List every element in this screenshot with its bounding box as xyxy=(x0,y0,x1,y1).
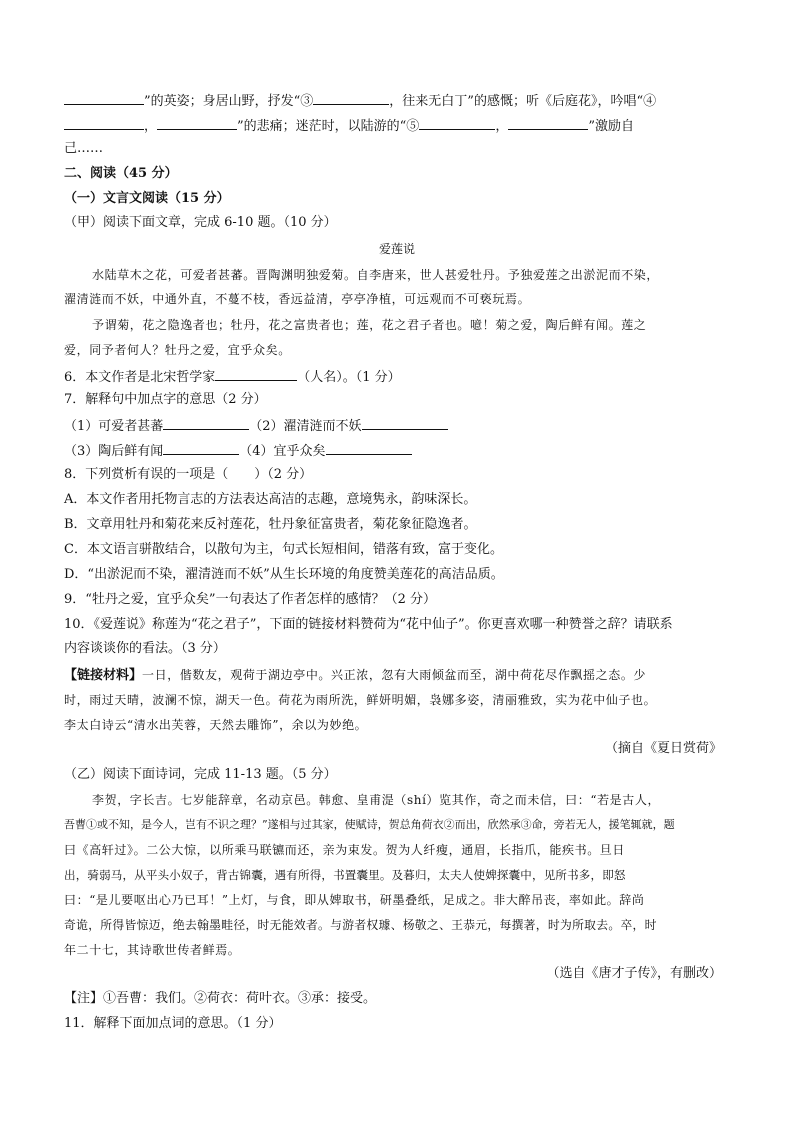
poem-recall-line-2: ， ”的悲痛；迷茫时，以陆游的“⑤ ， ”激励自 xyxy=(64,116,634,136)
question-6: 6．本文作者是北宋哲学家 （人名）。（1 分） xyxy=(64,367,401,387)
question-7-items-row-2: （3）陶后鲜有闻 （4）宜乎众矣 xyxy=(64,441,412,461)
poem-recall-line-3: 己…… xyxy=(64,141,104,156)
passage-line: 濯清涟而不妖，中通外直，不蔓不枝，香远益清，亭亭净植，可远观而不可亵玩焉。 xyxy=(64,292,531,306)
answer-blank[interactable] xyxy=(163,441,239,455)
option-c: C．本文语言骈散结合，以散句为主，句式长短相间，错落有致，富于变化。 xyxy=(64,542,503,557)
option-a: A．本文作者用托物言志的方法表达高洁的志趣，意境隽永，韵味深长。 xyxy=(64,492,477,507)
link-material-line-1: 【链接材料】一日，偕数友，观荷于湖边亭中。兴正浓，忽有大雨倾盆而至，湖中荷花尽作飘摇之态。少 xyxy=(64,668,647,683)
link-material-line-2: 时，雨过天晴，波澜不惊，湖天一色。荷花为雨所洗，鲜妍明媚，袅娜多姿，清丽雅致，实为花中仙子也。 xyxy=(64,693,657,707)
answer-blank[interactable] xyxy=(313,91,389,105)
answer-blank[interactable] xyxy=(64,91,144,105)
passage-line: 予谓菊，花之隐逸者也；牡丹，花之富贵者也；莲，花之君子者也。噫！菊之爱，陶后鲜有闻。莲之 xyxy=(92,318,647,332)
question-7-items-row-1: （1）可爱者甚蕃 （2）濯清涟而不妖 xyxy=(64,416,448,436)
passage-line: 李贺，字长吉。七岁能辞章，名动京邑。韩愈、皇甫湜（shí）览其作，奇之而未信，曰：“若是古人， xyxy=(92,793,661,807)
section-heading: 二、阅读（45 分） xyxy=(64,166,178,181)
subsection-heading: （一）文言文阅读（15 分） xyxy=(64,191,230,206)
answer-blank[interactable] xyxy=(419,116,495,130)
passage-line: 出，骑弱马，从平头小奴子，背古锦囊，遇有所得，书置囊里。及暮归，太夫人使婢探囊中，见所书多，即怒 xyxy=(64,868,626,882)
answer-blank[interactable] xyxy=(326,441,412,455)
link-material-line-3: 李太白诗云“清水出芙蓉，天然去雕饰”，余以为妙绝。 xyxy=(64,718,368,732)
question-10-line-1: 10．《爱莲说》称莲为“花之君子”，下面的链接材料赞荷为“花中仙子”。你更喜欢哪一种赞誉之辞？请联系 xyxy=(64,617,673,632)
option-b: B．文章用牡丹和菊花来反衬莲花，牡丹象征富贵者，菊花象征隐逸者。 xyxy=(64,517,477,532)
answer-blank[interactable] xyxy=(163,416,249,430)
passage-yi-intro: （乙）阅读下面诗词，完成 11-13 题。（5 分） xyxy=(64,767,337,782)
question-9: 9．“牡丹之爱，宜乎众矣”一句表达了作者怎样的感情？（2 分） xyxy=(64,592,436,607)
answer-blank[interactable] xyxy=(157,116,237,130)
passage-line: 年二十七，其诗歌世传者鲜焉。 xyxy=(64,943,241,957)
question-8: 8．下列赏析有误的一项是（ ）（2 分） xyxy=(64,467,313,482)
passage-title: 爱莲说 xyxy=(378,242,415,256)
poem-recall-line-1: ”的英姿；身居山野，抒发“③ ，往来无白丁”的感慨；听《后庭花》，吟唱“④ xyxy=(64,91,656,111)
passage-line: 曰：“是儿要呕出心乃已耳！”上灯，与食，即从婢取书，研墨叠纸，足成之。非大醉吊丧，率如此。辞尚 xyxy=(64,893,645,907)
answer-blank[interactable] xyxy=(362,416,448,430)
passage-yi-source: （选自《唐才子传》，有删改） xyxy=(546,966,722,981)
passage-line: 曰《高轩过》。二公大惊，以所乘马联镳而还，亲为束发。贺为人纤瘦，通眉，长指爪，能疾书。旦日 xyxy=(64,843,626,857)
answer-blank[interactable] xyxy=(508,116,588,130)
answer-blank[interactable] xyxy=(215,367,297,381)
option-d: D．“出淤泥而不染，濯清涟而不妖”从生长环境的角度赞美莲花的高洁品质。 xyxy=(64,567,504,582)
question-11: 11．解释下面加点词的意思。（1 分） xyxy=(64,1016,282,1031)
passage-yi-note: 【注】①吾曹：我们。②荷衣：荷叶衣。③承：接受。 xyxy=(64,991,377,1006)
passage-jia-intro: （甲）阅读下面文章，完成 6-10 题。（10 分） xyxy=(64,215,337,230)
link-material-source: （摘自《夏日赏荷》 xyxy=(604,741,722,756)
question-10-line-2: 内容谈谈你的看法。（3 分） xyxy=(64,641,226,656)
passage-line: 爱，同予者何人？牡丹之爱，宜乎众矣。 xyxy=(64,343,291,357)
passage-line: 水陆草木之花，可爱者甚蕃。晋陶渊明独爱菊。自李唐来，世人甚爱牡丹。予独爱莲之出淤泥而不染， xyxy=(92,268,660,282)
passage-line: 奇诡，所得皆惊迈，绝去翰墨畦径，时无能效者。与游者权璩、杨敬之、王恭元，每撰著，时为所取去。卒，时 xyxy=(64,918,657,932)
link-material-label: 【链接材料】 xyxy=(64,668,143,683)
question-7: 7．解释句中加点字的意思（2 分） xyxy=(64,392,267,407)
answer-blank[interactable] xyxy=(64,116,144,130)
passage-line: 吾曹①或不知，是今人，岂有不识之理？”遂相与过其家，使赋诗，贺总角荷衣②而出，欣然承③命，旁若无人，援笔辄就，题 xyxy=(64,818,675,831)
